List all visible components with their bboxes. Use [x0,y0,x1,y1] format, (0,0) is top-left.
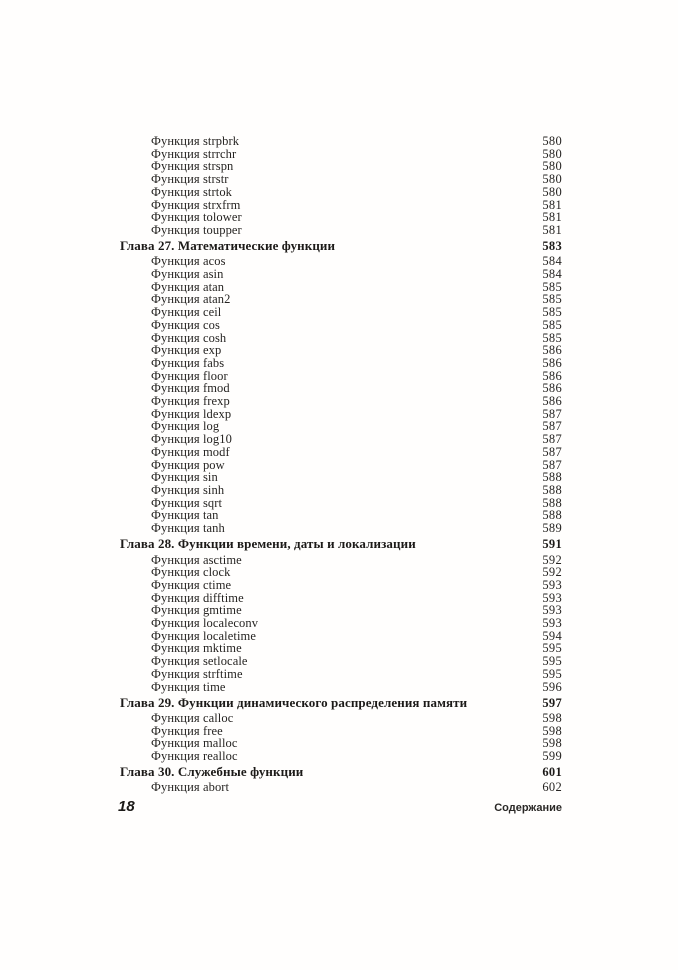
toc-function-row [120,268,562,281]
toc-entry-label: Функция strspn [151,159,234,174]
toc-function-row [120,135,562,148]
toc-entry-page-number: 588 [542,470,562,485]
toc-entry-page-number: 594 [542,628,562,643]
toc-entry-page-number: 599 [542,749,562,764]
toc-entry-label: Функция ctime [151,577,232,592]
toc-entry-page-number: 587 [542,457,562,472]
toc-entry-page-number: 602 [542,780,562,795]
toc-entry-page-number: 593 [542,577,562,592]
toc-entry-page-number: 588 [542,495,562,510]
toc-entry-page-number: 581 [542,222,562,237]
toc-entry-page-number: 585 [542,317,562,332]
toc-entry-label: Функция strxfrm [151,197,241,212]
toc-function-row [120,306,562,319]
toc-entry-label: Функция localetime [151,628,256,643]
toc-entry-page-number: 596 [542,679,562,694]
toc-function-row [120,655,562,668]
toc-entry-page-number: 585 [542,305,562,320]
toc-entry-page-number: 589 [542,521,562,536]
toc-entry-page-number: 601 [542,765,562,780]
toc-entry-label: Функция sinh [151,482,225,497]
toc-entry-page-number: 587 [542,432,562,447]
toc-function-row [120,319,562,332]
toc-entry-page-number: 593 [542,590,562,605]
toc-entry-label: Функция atan [151,279,225,294]
toc-function-row [120,484,562,497]
toc-entry-page-number: 591 [542,537,562,552]
toc-entry-label: Функция strftime [151,666,243,681]
toc-function-row [120,617,562,630]
toc-entry-page-number: 592 [542,552,562,567]
toc-function-row [120,186,562,199]
toc-entry-label: Функция modf [151,444,230,459]
toc-function-row [120,224,562,237]
toc-function-row [120,668,562,681]
toc-entry-label: Функция time [151,679,226,694]
toc-entry-page-number: 593 [542,603,562,618]
toc-entry-page-number: 587 [542,419,562,434]
toc-function-row [120,579,562,592]
toc-entry-page-number: 586 [542,394,562,409]
toc-function-row [120,395,562,408]
toc-entry-label: Функция fmod [151,381,230,396]
toc-entry-label: Функция tolower [151,210,242,225]
toc-entry-label: Функция toupper [151,222,242,237]
toc-entry-page-number: 586 [542,368,562,383]
toc-chapter-row [120,538,562,551]
toc-function-row [120,433,562,446]
toc-function-row [120,446,562,459]
toc-function-row [120,750,562,763]
toc-entry-label: Функция sin [151,470,218,485]
toc-entry-label: Функция ceil [151,305,222,320]
toc-entry-page-number: 580 [542,146,562,161]
table-of-contents [120,135,562,794]
toc-entry-label: Функция acos [151,254,226,269]
toc-entry-page-number: 593 [542,616,562,631]
toc-entry-page-number: 598 [542,723,562,738]
toc-entry-label: Функция strrchr [151,146,237,161]
toc-entry-label: Функция localeconv [151,616,259,631]
toc-entry-page-number: 586 [542,355,562,370]
toc-entry-label: Функция atan2 [151,292,231,307]
toc-entry-label: Функция cosh [151,330,227,345]
toc-entry-page-number: 583 [542,239,562,254]
toc-entry-label: Функция pow [151,457,225,472]
toc-entry-label: Функция frexp [151,394,230,409]
toc-entry-page-number: 598 [542,736,562,751]
toc-entry-label: Функция realloc [151,749,238,764]
toc-entry-label: Глава 30. Служебные функции [120,764,304,780]
toc-entry-page-number: 588 [542,482,562,497]
toc-entry-page-number: 587 [542,444,562,459]
toc-entry-page-number: 580 [542,134,562,148]
toc-entry-label: Функция strstr [151,172,229,187]
toc-function-row [120,681,562,694]
toc-function-row [120,781,562,794]
toc-entry-label: Функция free [151,723,223,738]
folio-page-number: 18 [118,798,135,815]
toc-chapter-row [120,766,562,779]
toc-entry-page-number: 597 [542,695,562,710]
toc-entry-label: Функция setlocale [151,654,248,669]
page-footer [118,798,562,815]
toc-function-row [120,566,562,579]
toc-entry-label: Функция tanh [151,521,225,536]
toc-entry-page-number: 585 [542,292,562,307]
toc-function-row [120,522,562,535]
toc-entry-label: Функция mktime [151,641,242,656]
toc-entry-page-number: 587 [542,406,562,421]
toc-entry-page-number: 586 [542,343,562,358]
toc-chapter-row [120,694,562,710]
toc-entry-page-number: 588 [542,508,562,523]
toc-function-row [120,712,562,725]
toc-entry-label: Функция log [151,419,220,434]
toc-entry-label: Функция tan [151,508,219,523]
toc-entry-page-number: 584 [542,267,562,282]
toc-entry-page-number: 580 [542,172,562,187]
toc-chapter-row [120,240,562,253]
toc-entry-page-number: 585 [542,279,562,294]
toc-entry-page-number: 581 [542,210,562,225]
toc-entry-page-number: 592 [542,565,562,580]
toc-entry-page-number: 595 [542,641,562,656]
toc-entry-page-number: 581 [542,197,562,212]
toc-entry-page-number: 584 [542,254,562,269]
toc-function-row [120,357,562,370]
toc-entry-label: Функция asin [151,267,224,282]
toc-entry-page-number: 586 [542,381,562,396]
toc-entry-label: Функция malloc [151,736,238,751]
toc-entry-label: Функция cos [151,317,220,332]
running-title: Содержание [494,802,562,814]
toc-entry-label: Функция exp [151,343,222,358]
toc-entry-page-number: 580 [542,184,562,199]
toc-entry-page-number: 595 [542,654,562,669]
toc-entry-label: Функция ldexp [151,406,232,421]
toc-function-row [120,173,562,186]
toc-entry-label: Функция abort [151,780,230,795]
toc-entry-label: Глава 28. Функции времени, даты и локализации [120,536,416,552]
toc-entry-label: Функция fabs [151,355,225,370]
toc-entry-label: Функция sqrt [151,495,223,510]
toc-entry-label: Функция calloc [151,710,234,725]
toc-entry-label: Глава 29. Функции динамического распределения памяти [120,694,468,710]
toc-entry-label: Функция asctime [151,552,242,567]
toc-entry-label: Функция clock [151,565,231,580]
toc-entry-label: Глава 27. Математические функции [120,238,336,254]
toc-entry-page-number: 595 [542,666,562,681]
toc-entry-label: Функция strtok [151,184,233,199]
toc-entry-label: Функция gmtime [151,603,242,618]
toc-entry-page-number: 585 [542,330,562,345]
toc-entry-page-number: 580 [542,159,562,174]
toc-entry-label: Функция floor [151,368,228,383]
toc-entry-label: Функция log10 [151,432,232,447]
toc-entry-page-number: 598 [542,710,562,725]
toc-entry-label: Функция difftime [151,590,244,605]
toc-entry-label: Функция strpbrk [151,134,240,148]
